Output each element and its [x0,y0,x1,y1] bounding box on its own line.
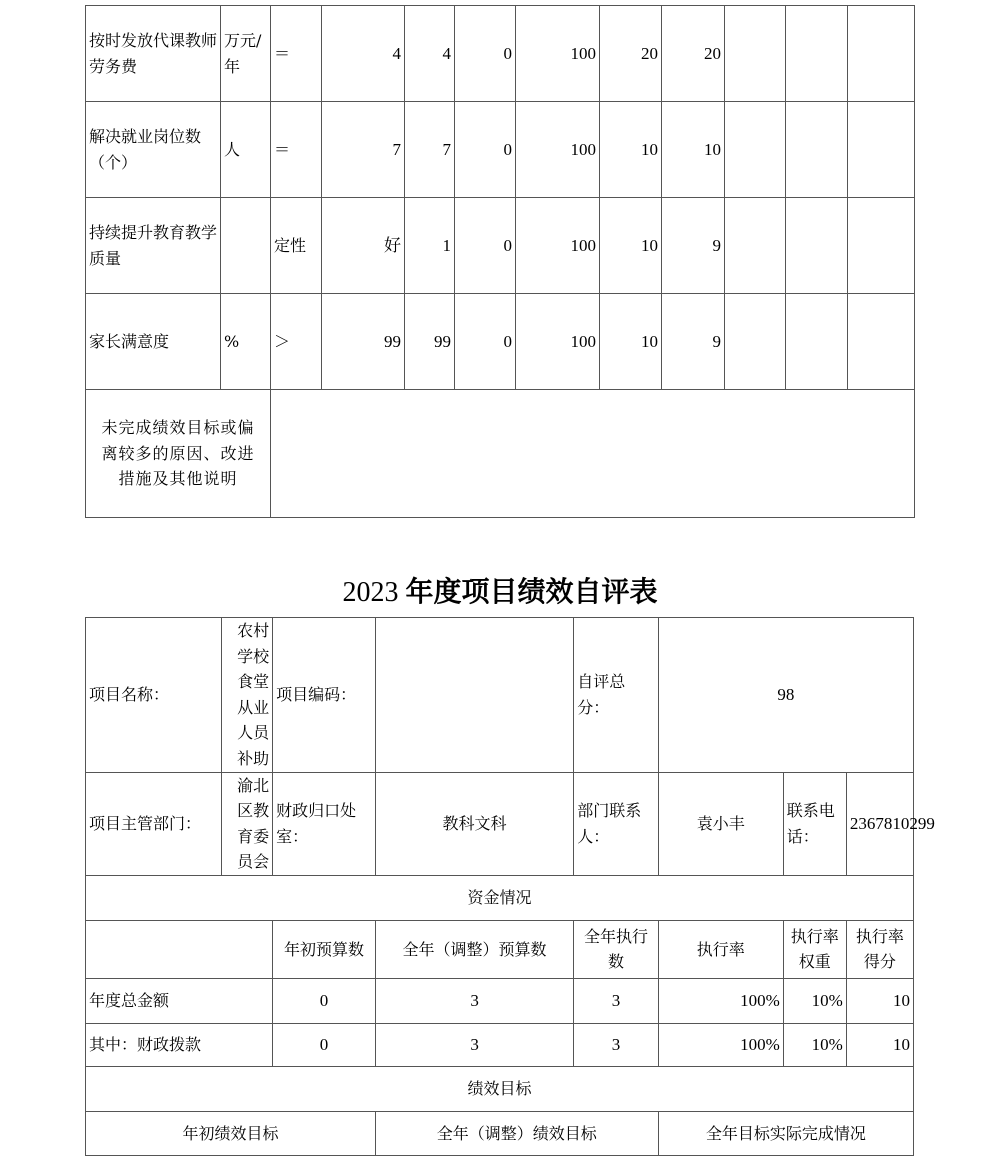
fund-rate: 100% [658,1023,783,1066]
indicator-name: 持续提升教育教学质量 [86,198,221,294]
indicator-unit: 人 [221,102,271,198]
indicator-empty-cell [786,102,848,198]
contact: 袁小丰 [658,772,783,875]
col-header-weight: 执行率权重 [783,920,846,978]
self-score: 98 [658,618,913,773]
indicator-name: 家长满意度 [86,294,221,390]
indicator-weight: 10 [600,294,662,390]
perf-col-initial: 年初绩效目标 [86,1111,376,1155]
fund-score: 10 [846,1023,913,1066]
fund-weight: 10% [783,1023,846,1066]
fund-executed: 3 [574,1023,658,1066]
funds-header: 资金情况 [86,875,914,920]
dept: 渝北区教育委员会 [222,772,273,875]
col-header-blank [86,920,273,978]
indicator-target: 好 [322,198,405,294]
indicator-unit: % [221,294,271,390]
office: 教科文科 [375,772,573,875]
contact-label: 部门联系人： [574,772,658,875]
indicator-unit: 万元/年 [221,6,271,102]
note-value[interactable] [271,390,915,518]
indicator-unit [221,198,271,294]
indicator-empty-cell [848,6,915,102]
indicator-operator: 定性 [271,198,322,294]
col-header-adjusted: 全年（调整）预算数 [375,920,573,978]
note-label: 未完成绩效目标或偏离较多的原因、改进措施及其他说明 [86,390,271,518]
indicator-row [86,198,915,294]
indicator-deviation: 0 [455,102,516,198]
indicator-row [86,6,915,102]
phone-label: 联系电话： [783,772,846,875]
project-name: 农村学校食堂从业人员补助 [222,618,273,773]
indicator-operator: ＝ [271,102,322,198]
fund-adjusted: 3 [375,1023,573,1066]
indicator-rate: 100 [516,6,600,102]
fund-score: 10 [846,978,913,1023]
self-score-label: 自评总分： [574,618,658,773]
indicator-target: 99 [322,294,405,390]
indicator-rate: 100 [516,198,600,294]
indicator-score: 9 [662,294,725,390]
fund-weight: 10% [783,978,846,1023]
perf-col-adjusted: 全年（调整）绩效目标 [375,1111,658,1155]
project-code [375,618,573,773]
fund-budget: 0 [273,1023,376,1066]
title-text: 年度项目绩效自评表 [398,577,658,608]
indicator-operator: ＝ [271,6,322,102]
indicator-table [85,5,915,518]
office-label: 财政归口处室： [273,772,376,875]
indicator-actual: 7 [405,102,455,198]
col-header-executed: 全年执行数 [574,920,658,978]
fund-row-total [86,978,914,1023]
page-title [0,570,1000,610]
indicator-name: 按时发放代课教师劳务费 [86,6,221,102]
col-header-score: 执行率得分 [846,920,913,978]
fund-budget: 0 [273,978,376,1023]
indicator-name: 解决就业岗位数（个） [86,102,221,198]
indicator-rate: 100 [516,102,600,198]
fund-label: 年度总金额 [86,978,273,1023]
indicator-deviation: 0 [455,294,516,390]
self-eval-table [85,617,935,1156]
indicator-target: 4 [322,6,405,102]
fund-rate: 100% [658,978,783,1023]
indicator-empty-cell [725,198,786,294]
indicator-empty-cell [786,6,848,102]
project-code-label: 项目编码： [273,618,376,773]
dept-label: 项目主管部门： [86,772,222,875]
fund-adjusted: 3 [375,978,573,1023]
phone: 2367810299 [846,772,913,875]
fund-row-fiscal [86,1023,914,1066]
indicator-empty-cell [725,102,786,198]
col-header-rate: 执行率 [658,920,783,978]
indicator-actual: 99 [405,294,455,390]
indicator-actual: 4 [405,6,455,102]
indicator-empty-cell [725,6,786,102]
indicator-rate: 100 [516,294,600,390]
indicator-deviation: 0 [455,6,516,102]
indicator-target: 7 [322,102,405,198]
perf-header: 绩效目标 [86,1066,914,1111]
indicator-weight: 10 [600,198,662,294]
indicator-actual: 1 [405,198,455,294]
indicator-row [86,294,915,390]
indicator-score: 10 [662,102,725,198]
indicator-empty-cell [848,198,915,294]
fund-label: 其中：财政拨款 [86,1023,273,1066]
fund-executed: 3 [574,978,658,1023]
indicator-score: 20 [662,6,725,102]
indicator-empty-cell [848,294,915,390]
indicator-operator: ＞ [271,294,322,390]
indicator-empty-cell [725,294,786,390]
perf-col-actual: 全年目标实际完成情况 [658,1111,913,1155]
indicator-empty-cell [786,198,848,294]
indicator-empty-cell [848,102,915,198]
indicator-weight: 20 [600,6,662,102]
col-header-budget: 年初预算数 [273,920,376,978]
indicator-empty-cell [786,294,848,390]
project-name-label: 项目名称： [86,618,222,773]
indicator-score: 9 [662,198,725,294]
indicator-weight: 10 [600,102,662,198]
indicator-row [86,102,915,198]
title-year: 2023 [342,577,399,608]
indicator-deviation: 0 [455,198,516,294]
